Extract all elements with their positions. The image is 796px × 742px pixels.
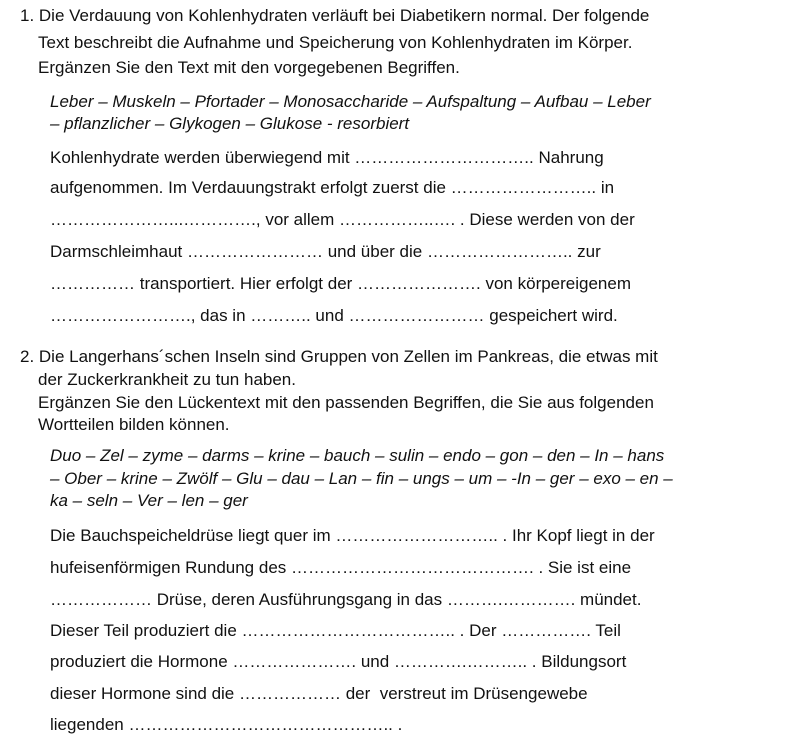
q2-gap-line-3: ……………… Drüse, deren Ausführungsgang in das ……….…………. mündet.: [50, 590, 642, 609]
q2-gap-line-7: liegenden ……………………………………….. .: [50, 715, 403, 734]
q2-gap-line-2: hufeisenförmigen Rundung des ……………………………………. . Sie ist eine: [50, 558, 632, 577]
q1-gap-line-4: Darmschleimhaut …………………… und über die …………………….. zur: [50, 242, 601, 261]
q2-gap-line-6: dieser Hormone sind die ……………… der verstreut im Drüsengewebe: [50, 684, 588, 703]
q2-gap-line-5: produziert die Hormone …………………. und ………….……….. . Bildungsort: [50, 652, 627, 671]
q1-gap-line-6: ……………………., das in ……….. und …………………… gespeichert wird.: [50, 306, 618, 325]
q1-intro-line-2: Text beschreibt die Aufnahme und Speicherung von Kohlenhydraten im Körper.: [38, 33, 633, 52]
q1-intro-line-1: 1. Die Verdauung von Kohlenhydraten verläuft bei Diabetikern normal. Der folgende: [20, 6, 650, 25]
q1-terms-line-2: – pflanzlicher – Glykogen – Glukose - resorbiert: [50, 114, 410, 133]
q2-intro-line-4: Wortteilen bilden können.: [38, 415, 230, 434]
q2-gap-line-1: Die Bauchspeicheldrüse liegt quer im ……………………….. . Ihr Kopf liegt in der: [50, 526, 655, 545]
q2-intro-line-1: 2. Die Langerhans´schen Inseln sind Gruppen von Zellen im Pankreas, die etwas mit: [20, 347, 658, 366]
q1-gap-line-1: Kohlenhydrate werden überwiegend mit ………………………….. Nahrung: [50, 148, 604, 167]
q1-gap-line-3: …………………...…………., vor allem ……………..…. . Diese werden von der: [50, 210, 635, 229]
q1-terms-line-1: Leber – Muskeln – Pfortader – Monosaccharide – Aufspaltung – Aufbau – Leber: [50, 92, 651, 111]
q2-terms-line-3: ka – seln – Ver – len – ger: [50, 491, 248, 510]
q2-intro-line-2: der Zuckerkrankheit zu tun haben.: [38, 370, 296, 389]
q2-terms-line-1: Duo – Zel – zyme – darms – krine – bauch – sulin – endo – gon – den – In – hans: [50, 446, 665, 465]
q1-intro-line-3: Ergänzen Sie den Text mit den vorgegebenen Begriffen.: [38, 58, 460, 77]
q2-gap-line-4: Dieser Teil produziert die ……………………………….. . Der ……………. Teil: [50, 621, 621, 640]
q2-intro-line-3: Ergänzen Sie den Lückentext mit den passenden Begriffen, die Sie aus folgenden: [38, 393, 654, 412]
q1-gap-line-2: aufgenommen. Im Verdauungstrakt erfolgt zuerst die …………………….. in: [50, 178, 615, 197]
q2-terms-line-2: – Ober – krine – Zwölf – Glu – dau – Lan – fin – ungs – um – -In – ger – exo – en –: [50, 469, 673, 488]
q1-gap-line-5: …………… transportiert. Hier erfolgt der …………………. von körpereigenem: [50, 274, 632, 293]
